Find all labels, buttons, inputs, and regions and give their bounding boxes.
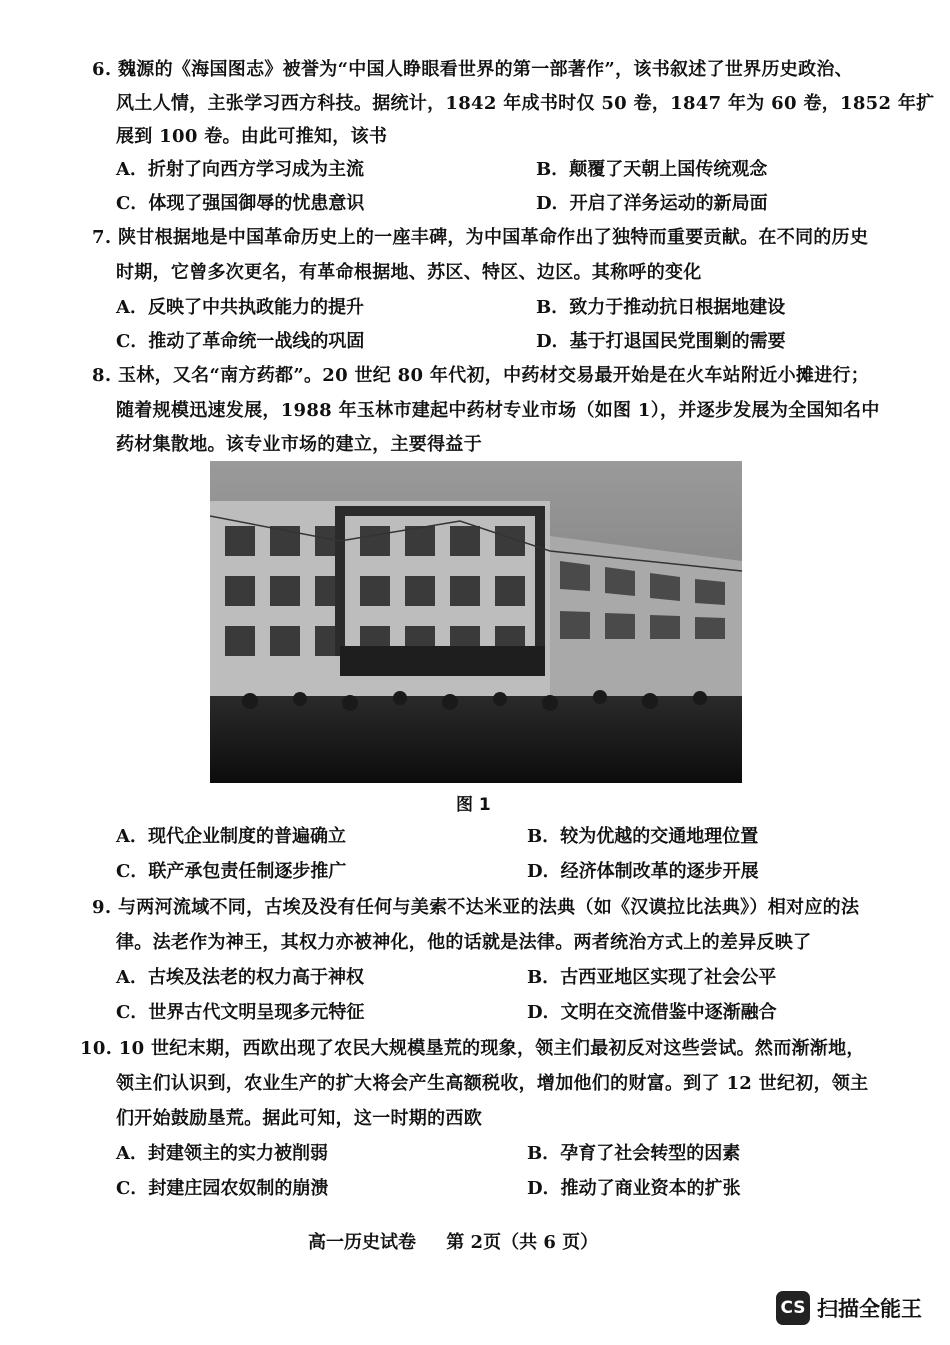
question-8-option-c: C．联产承包责任制逐步推广 xyxy=(116,861,347,882)
question-8-line-1 xyxy=(92,364,869,388)
question-10-option-d: D．推动了商业资本的扩张 xyxy=(527,1178,741,1199)
question-8-line-2: 随着规模迅速发展，1988 年玉林市建起中药材专业市场（如图 1），并逐步发展为全国知名中 xyxy=(116,400,880,421)
question-10-line-1 xyxy=(80,1037,865,1061)
question-6-option-c: C．体现了强国御辱的忧患意识 xyxy=(116,193,365,214)
page-footer xyxy=(308,1228,598,1254)
question-9-line-1 xyxy=(92,896,859,920)
question-6-number: 6. xyxy=(92,59,112,80)
footer-page-number: 第 2页（共 6 页） xyxy=(446,1232,599,1253)
question-6-line-3: 展到 100 卷。由此可推知，该书 xyxy=(116,126,388,147)
question-8-text-1: 玉林，又名“南方药都”。20 世纪 80 年代初，中药材交易最开始是在火车站附近小摊进行； xyxy=(117,365,870,386)
question-9-option-c: C．世界古代文明呈现多元特征 xyxy=(116,1002,365,1023)
question-8-number: 8. xyxy=(92,365,112,386)
question-6-option-d: D．开启了洋务运动的新局面 xyxy=(536,193,768,214)
question-9-option-b: B．古西亚地区实现了社会公平 xyxy=(527,967,777,988)
question-7-line-2: 时期，它曾多次更名，有革命根据地、苏区、特区、边区。其称呼的变化 xyxy=(116,262,702,283)
question-9-text-1: 与两河流域不同，古埃及没有任何与美索不达米亚的法典（如《汉谟拉比法典》）相对应的法 xyxy=(117,897,860,918)
question-7-option-b: B．致力于推动抗日根据地建设 xyxy=(536,297,786,318)
question-7-option-c: C．推动了革命统一战线的巩固 xyxy=(116,331,365,352)
camscanner-logo-icon: CS xyxy=(776,1291,810,1325)
question-6-option-b: B．颠覆了天朝上国传统观念 xyxy=(536,159,768,180)
question-6-line-1 xyxy=(92,58,853,82)
question-9-line-2: 律。法老作为神王，其权力亦被神化，他的话就是法律。两者统治方式上的差异反映了 xyxy=(116,932,812,953)
footer-exam-title: 高一历史试卷 xyxy=(308,1232,416,1253)
question-8-option-b: B．较为优越的交通地理位置 xyxy=(527,826,759,847)
question-8-option-d: D．经济体制改革的逐步开展 xyxy=(527,861,759,882)
market-building-photo xyxy=(210,461,742,783)
question-10-option-c: C．封建庄园农奴制的崩溃 xyxy=(116,1178,329,1199)
question-10-number: 10. xyxy=(80,1038,113,1059)
question-8-option-a: A．现代企业制度的普遍确立 xyxy=(116,826,346,847)
question-10-line-2: 领主们认识到，农业生产的扩大将会产生高额税收，增加他们的财富。到了 12 世纪初，领主 xyxy=(116,1073,869,1094)
question-10-option-b: B．孕育了社会转型的因素 xyxy=(527,1143,741,1164)
question-10-line-3: 们开始鼓励垦荒。据此可知，这一时期的西欧 xyxy=(116,1108,482,1129)
question-6-text-1: 魏源的《海国图志》被誉为“中国人睁眼看世界的第一部著作”，该书叙述了世界历史政治、 xyxy=(117,59,853,80)
question-9-option-a: A．古埃及法老的权力高于神权 xyxy=(116,967,364,988)
question-7-option-d: D．基于打退国民党围剿的需要 xyxy=(536,331,786,352)
question-10-option-a: A．封建领主的实力被削弱 xyxy=(116,1143,328,1164)
scanner-watermark xyxy=(776,1291,922,1325)
question-7-number: 7. xyxy=(92,227,112,248)
question-8-line-3: 药材集散地。该专业市场的建立，主要得益于 xyxy=(116,434,482,455)
question-7-option-a: A．反映了中共执政能力的提升 xyxy=(116,297,364,318)
watermark-text: 扫描全能王 xyxy=(817,1297,922,1321)
question-6-line-2: 风土人情，主张学习西方科技。据统计，1842 年成书时仅 50 卷，1847 年为 60 卷，1852 年扩 xyxy=(116,93,935,114)
question-7-text-1: 陕甘根据地是中国革命历史上的一座丰碑，为中国革命作出了独特而重要贡献。在不同的历史 xyxy=(117,227,869,248)
question-6-option-a: A．折射了向西方学习成为主流 xyxy=(116,159,364,180)
question-9-number: 9. xyxy=(92,897,112,918)
question-10-text-1: 10 世纪末期，西欧出现了农民大规模垦荒的现象，领主们最初反对这些尝试。然而渐渐地， xyxy=(118,1038,865,1059)
question-9-option-d: D．文明在交流借鉴中逐渐融合 xyxy=(527,1002,777,1023)
figure-1-caption: 图 1 xyxy=(456,795,491,815)
question-7-line-1 xyxy=(92,226,868,250)
